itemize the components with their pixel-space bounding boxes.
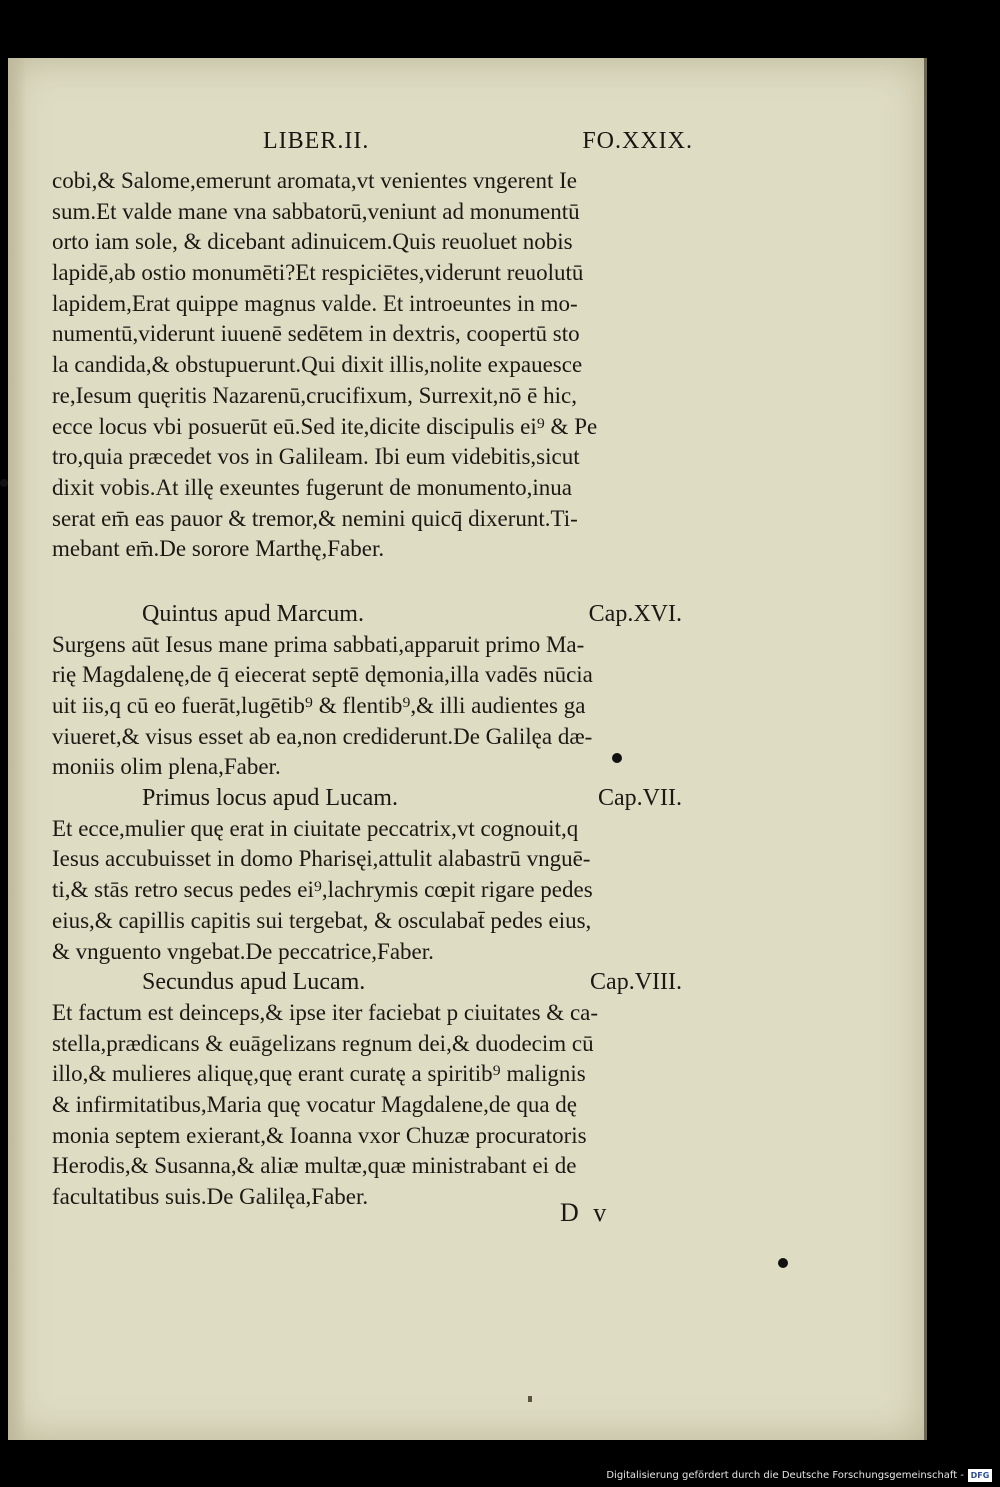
- section-quintus-marcum: [52, 599, 682, 783]
- ink-dot: [612, 753, 622, 763]
- text-line: Et ecce,mulier quę erat in ciuitate peccatrix,vt cognouit,q: [52, 815, 579, 841]
- text-line: monia septem exierant,& Ioanna vxor Chuzæ procuratoris: [52, 1122, 587, 1148]
- section-heading: [52, 967, 682, 998]
- text-line: ti,& stās retro secus pedes ei⁹,lachrymis cœpit rigare pedes: [52, 877, 593, 903]
- text-line: lapidem,Erat quippe magnus valde. Et introeuntes in mo-: [52, 290, 578, 316]
- text-line: la candida,& obstupuerunt.Qui dixit illis,nolite expauesce: [52, 352, 583, 378]
- header-liber: LIBER.II.: [263, 128, 370, 154]
- text-line: uit iis,q cū eo fuerāt,lugētib⁹ & flentib⁹,& illi audientes ga: [52, 693, 586, 718]
- text-line: serat em̄ eas pauor & tremor,& nemini quicq̄ dixerunt.Ti-: [52, 505, 578, 531]
- text-line: tro,quia præcedet vos in Galileam. Ibi eum videbitis,sicut: [52, 444, 580, 470]
- text-line: lapidē,ab ostio monumēti?Et respiciētes,viderunt reuolutū: [52, 260, 584, 286]
- chapter-number: Cap.XVI.: [588, 600, 682, 627]
- section-title: Primus locus apud Lucam.: [142, 785, 398, 812]
- text-line: facultatibus suis.De Galilęa,Faber.: [52, 1184, 369, 1209]
- text-line: sum.Et valde mane vna sabbatorū,veniunt ad monumentū: [52, 198, 580, 224]
- text-line: cobi,& Salome,emerunt aromata,vt venientes vngerent Ie: [52, 168, 577, 193]
- passage-mark-16-end: [52, 166, 682, 565]
- running-header: [263, 128, 693, 162]
- section-heading: [52, 599, 682, 630]
- text-line: Surgens aūt Iesus mane prima sabbati,apparuit primo Ma-: [52, 631, 585, 657]
- chapter-number: Cap.VIII.: [590, 969, 682, 996]
- text-line: ecce locus vbi posuerūt eū.Sed ite,dicite discipulis ei⁹ & Pe: [52, 413, 598, 439]
- book-page: [8, 58, 927, 1440]
- text-line: rię Magdalenę,de q̄ eiecerat septē dęmonia,illa vadēs nūcia: [52, 662, 593, 688]
- header-folio: FO.XXIX.: [582, 128, 693, 154]
- text-line: & infirmitatibus,Maria quę vocatur Magdalene,de qua dę: [52, 1091, 577, 1117]
- funding-credit: Digitalisierung gefördert durch die Deutsche Forschungsgemeinschaft -: [606, 1470, 964, 1481]
- text-line: stella,prædicans & euāgelizans regnum dei,& duodecim cū: [52, 1030, 594, 1056]
- text-line: Et factum est deinceps,& ipse iter faciebat p ciuitates & ca-: [52, 999, 599, 1025]
- page-text: [52, 166, 682, 1213]
- text-line: illo,& mulieres aliquę,quę erant curatę a spiritib⁹ malignis: [52, 1061, 586, 1087]
- section-heading: [52, 783, 682, 814]
- text-line: eius,& capillis capitis sui tergebat, & osculabat̄ pedes eius,: [52, 907, 592, 933]
- text-line: orto iam sole, & dicebant adinuicem.Quis reuoluet nobis: [52, 229, 573, 255]
- ink-tick: [528, 1396, 532, 1402]
- section-title: Secundus apud Lucam.: [142, 969, 366, 996]
- text-line: mebant em̄.De sorore Marthę,Faber.: [52, 536, 385, 562]
- text-line: moniis olim plena,Faber.: [52, 754, 281, 780]
- text-line: Iesus accubuisset in domo Pharisęi,attulit alabastrū vnguē-: [52, 846, 591, 872]
- text-line: viueret,& visus esset ab ea,non crediderunt.De Galilęa dæ-: [52, 723, 593, 749]
- text-line: dixit vobis.At illę exeuntes fugerunt de monumento,inua: [52, 474, 572, 500]
- ink-dot: [778, 1258, 788, 1268]
- chapter-number: Cap.VII.: [598, 785, 682, 812]
- dfg-logo-icon[interactable]: DFG: [968, 1469, 992, 1482]
- section-secundus-lucam: [52, 967, 682, 1213]
- text-line: re,Iesum quęritis Nazarenū,crucifixum, Surrexit,nō ē hic,: [52, 382, 577, 408]
- section-title: Quintus apud Marcum.: [142, 600, 364, 627]
- section-primus-lucam: [52, 783, 682, 967]
- text-line: numentū,viderunt iuuenē sedētem in dextris, coopertū sto: [52, 321, 580, 347]
- signature-mark: D v: [560, 1198, 611, 1227]
- margin-dot: [0, 479, 8, 487]
- section-gap: [52, 565, 682, 599]
- text-line: Herodis,& Susanna,& aliæ multæ,quæ ministrabant ei de: [52, 1153, 577, 1179]
- text-line: & vnguento vngebat.De peccatrice,Faber.: [52, 938, 434, 964]
